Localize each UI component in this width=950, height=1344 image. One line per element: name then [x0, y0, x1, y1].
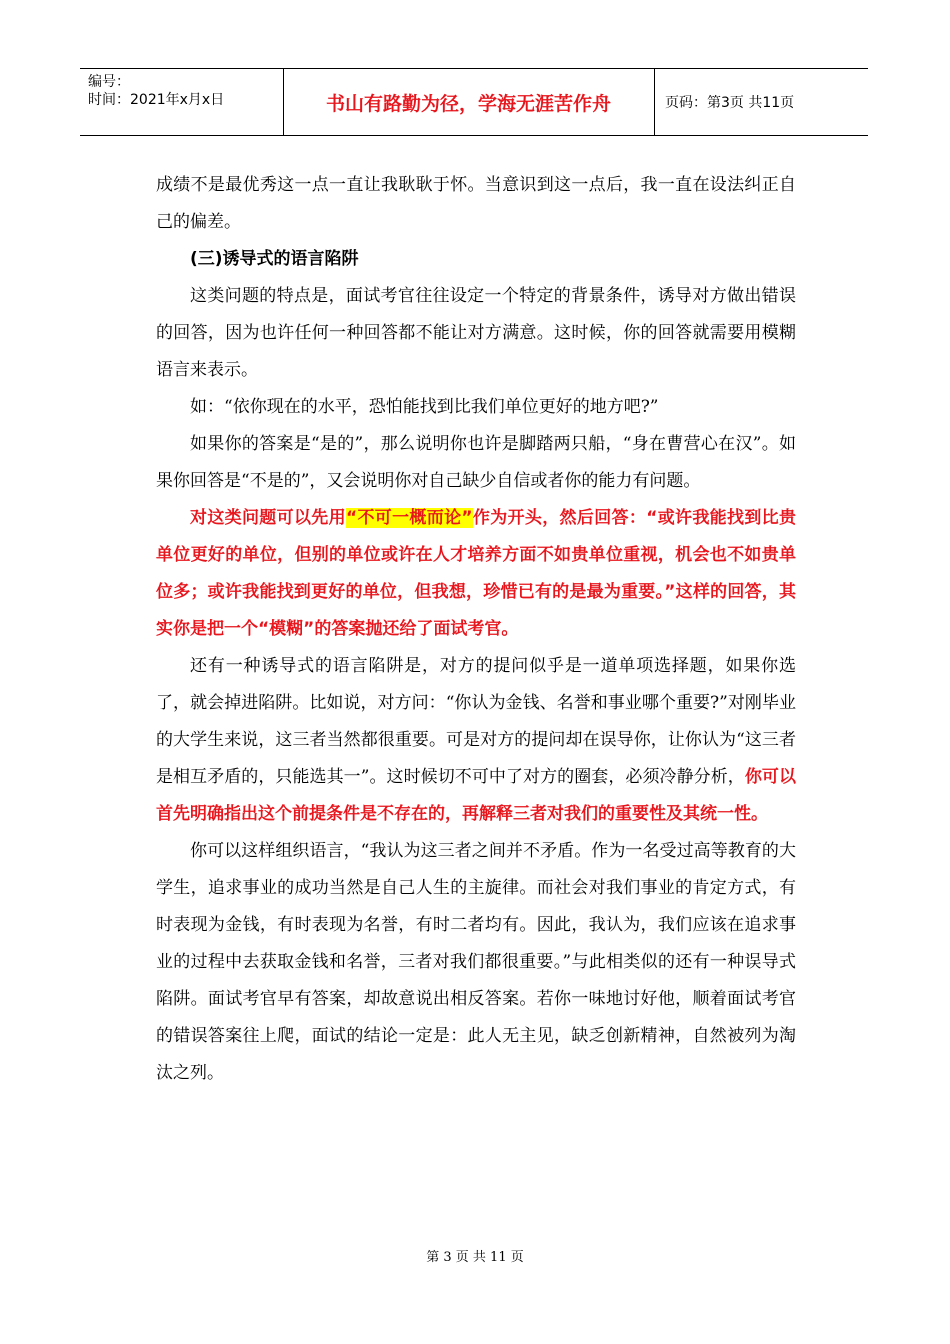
number-label: 编号：: [88, 74, 130, 90]
header-meta-cell: [80, 69, 284, 135]
section-heading: (三)诱导式的语言陷阱: [190, 249, 359, 269]
paragraph-continuation: 成绩不是最优秀这一点一直让我耿耿于怀。当意识到这一点后，我一直在设法纠正自己的偏差。: [156, 175, 796, 232]
paragraph-choice-trap: [156, 648, 796, 833]
choice-trap-advice: 你可以首先明确指出这个前提条件是不存在的，再解释三者对我们的重要性及其统一性。: [156, 767, 796, 824]
document-body: [156, 167, 796, 1092]
paragraph-example-question: 如：“依你现在的水平，恐怕能找到比我们单位更好的地方吧?”: [190, 397, 659, 417]
choice-trap-text: 还有一种诱导式的语言陷阱是，对方的提问似乎是一道单项选择题，如果你选了，就会掉进陷阱。比如说，对方问：“你认为金钱、名誉和事业哪个重要?”对刚毕业的大学生来说，这三者当然都很重要。可是对方的提问却在误导你，让你认为“这三者是相互矛盾的，只能选其一”。这时候切不可中了对方的圈套，必须冷静分析，: [156, 656, 796, 787]
highlighted-phrase: “不可一概而论”: [345, 508, 473, 528]
header-page-info: 页码：第3页 共11页: [665, 95, 795, 111]
header-motto: 书山有路勤为径，学海无涯苦作舟: [283, 69, 655, 135]
date-label: 时间：2021年x月x日: [88, 92, 225, 108]
paragraph-intro: 这类问题的特点是，面试考官往往设定一个特定的背景条件，诱导对方做出错误的回答，因为也许任何一种回答都不能让对方满意。这时候，你的回答就需要用模糊语言来表示。: [156, 286, 796, 380]
advice-lead: 对这类问题可以先用: [190, 508, 346, 528]
paragraph-answer-advice: [156, 500, 796, 648]
advice-body: 作为开头，然后回答：“或许我能找到比贵单位更好的单位，但别的单位或许在人才培养方面不如贵单位重视，机会也不如贵单位多；或许我能找到更好的单位，但我想，珍惜已有的是最为重要。”这样的回答，其实你是把一个“模糊”的答案抛还给了面试考官。: [156, 508, 796, 639]
paragraph-sample-answer: 你可以这样组织语言，“我认为这三者之间并不矛盾。作为一名受过高等教育的大学生，追求事业的成功当然是自己人生的主旋律。而社会对我们事业的肯定方式，有时表现为金钱，有时表现为名誉，有时二者均有。因此，我认为，我们应该在追求事业的过程中去获取金钱和名誉，三者对我们都很重要。”与此相类似的还有一种误导式陷阱。面试考官早有答案，却故意说出相反答案。若你一味地讨好他，顺着面试考官的错误答案往上爬，面试的结论一定是：此人无主见，缺乏创新精神，自然被列为淘汰之列。: [156, 841, 796, 1083]
page-footer: 第 3 页 共 11 页: [426, 1250, 524, 1265]
document-header: [80, 68, 868, 136]
paragraph-analysis: 如果你的答案是“是的”，那么说明你也许是脚踏两只船，“身在曹营心在汉”。如果你回答是“不是的”，又会说明你对自己缺少自信或者你的能力有问题。: [156, 434, 796, 491]
